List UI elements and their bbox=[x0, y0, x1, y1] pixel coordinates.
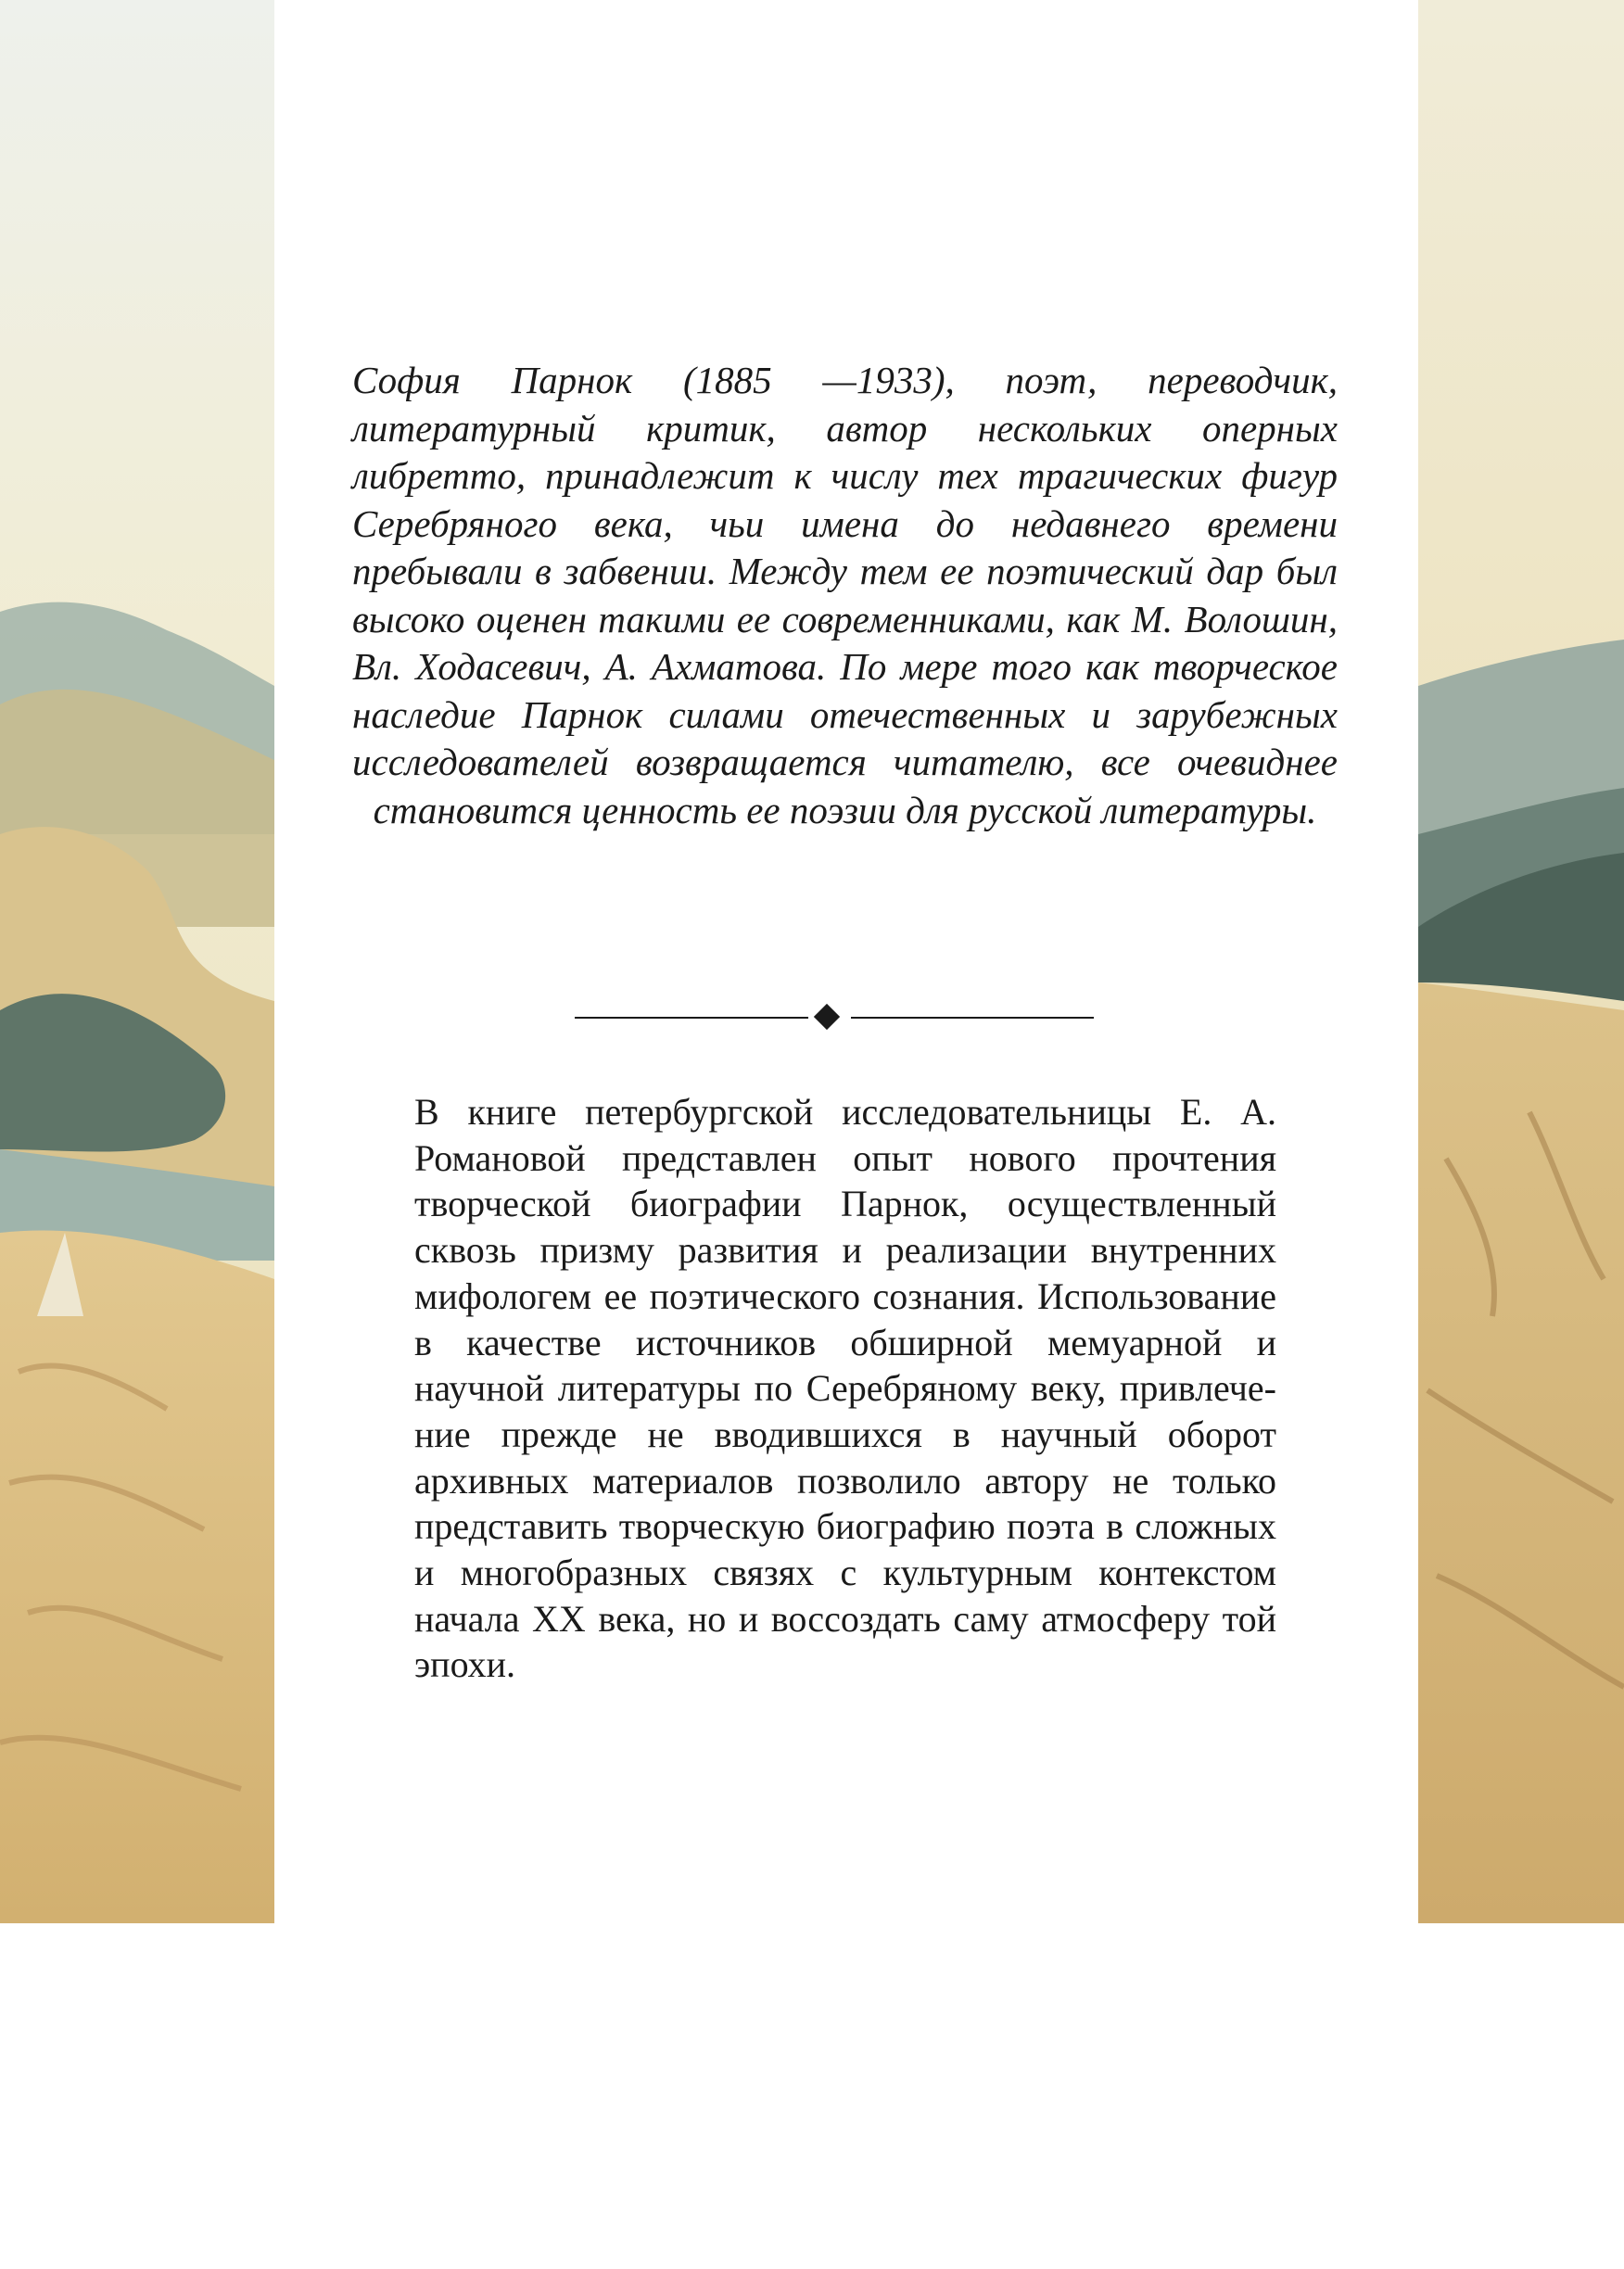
diamond-ornament-icon bbox=[814, 1004, 840, 1030]
watercolor-landscape-right bbox=[1418, 0, 1624, 1923]
annotation-italic-section bbox=[352, 357, 1338, 834]
divider-line-right bbox=[851, 1017, 1094, 1019]
watercolor-landscape-left bbox=[0, 0, 274, 1923]
ornamental-divider bbox=[575, 1004, 1094, 1032]
annotation-regular-text: В книге петербургской исследовательницы Е. А. Романовой представлен опыт нового прочтения творческой биографии Парнок, осуществленный сквозь призму развития и реализации внутренних мифологем ее поэтического сознания. Использование в качестве источников обширной мемуарной и научной литературы по Серебряному веку, привлечение прежде не вводившихся в научный оборот архивных материалов позволило автору не только представить творческую биографию поэта в сложных и многобразных связях с культурным контекстом начала XX века, но и воссоздать саму атмосферу той эпохи. bbox=[414, 1091, 1276, 1686]
annotation-italic-text: София Парнок (1885 —1933), поэт, переводчик, литературный критик, автор нескольких оперных либретто, принадлежит к числу тех трагических фигур Серебряного века, чьи имена до недавнего времени пребывали в забвении. Между тем ее поэтический дар был высоко оценен такими ее современниками, как М. Волошин, Вл. Ходасевич, А. Ахматова. По мере того как творческое наследие Парнок силами отечественных и зарубежных исследователей возвращается читателю, все очевиднее становится ценность ее поэзии для русской литературы. bbox=[352, 359, 1338, 831]
divider-line-left bbox=[575, 1017, 808, 1019]
landscape-illustration-left bbox=[0, 0, 274, 1923]
landscape-illustration-right bbox=[1418, 0, 1624, 1923]
